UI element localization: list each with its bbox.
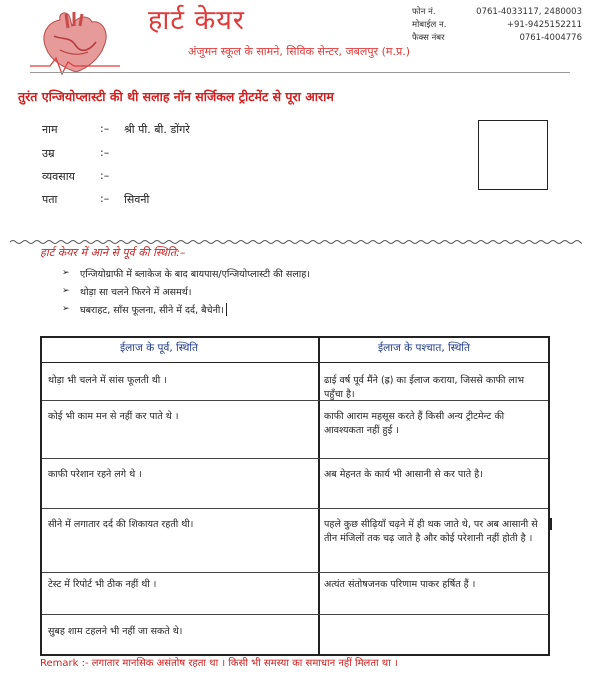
table-cell-before: सीने में लगातार दर्द की शिकायत रहती थी। [48, 519, 194, 530]
photo-box [478, 120, 548, 190]
list-item [62, 264, 310, 282]
contact-label: फैक्स नंबर [412, 33, 445, 43]
contact-value: 0761-4033117, 2480003 [476, 7, 582, 17]
remark-label: Remark :- [40, 658, 89, 669]
contact-mobile [412, 19, 582, 32]
remark-text: लगातार मानसिक असंतोष रहता था । किसी भी समस्या का समाधान नहीं मिलता था । [91, 658, 398, 669]
brand-title: हार्ट केयर [148, 5, 245, 36]
age-label: उम्र [42, 147, 55, 160]
text-cursor [226, 303, 227, 316]
header-after: ईलाज के पश्चात, स्थिति [378, 342, 471, 354]
header-before: ईलाज के पूर्व, स्थिति [120, 342, 199, 354]
contact-value: +91-9425152211 [506, 20, 582, 30]
contact-value: 0761-4004776 [519, 33, 582, 43]
table-cell-after: अत्यंत संतोषजनक परिणाम पाकर हर्षित हैं । [324, 579, 476, 590]
remark-line [40, 655, 398, 669]
row-divider [42, 614, 548, 615]
contact-label: फोन नं. [412, 7, 436, 17]
contact-block [412, 6, 582, 45]
table-cell-before: सुबह शाम टहलने भी नहीं जा सकते थे। [48, 626, 183, 637]
table-header [42, 338, 548, 363]
table-cell-before: टेस्ट में रिपोर्ट भी ठीक नहीं थी । [48, 579, 157, 590]
table-cell-before: काफी परेशान रहने लगे थे । [48, 469, 142, 480]
table-cell-before: कोई भी काम मन से नहीं कर पाते थे । [48, 411, 179, 422]
occupation-label: व्यवसाय [42, 170, 75, 183]
comparison-table [40, 336, 550, 656]
history-list [62, 264, 310, 318]
bullet-text: घबराहट, साँस फूलना, सीने में दर्द, बैचेनी। [80, 304, 224, 316]
arrow-right-icon: ➢ [62, 286, 70, 296]
contact-label: मोबाईल न. [412, 20, 447, 30]
arrow-right-icon: ➢ [62, 268, 70, 278]
table-cell-after: अब मेहनत के कार्य भी आसानी से कर पाते है। [324, 469, 483, 480]
column-divider [318, 338, 320, 654]
contact-fax [412, 32, 582, 45]
address-value: सिवनी [124, 193, 150, 206]
wavy-divider [10, 230, 582, 236]
name-dash: :– [100, 122, 110, 135]
address-label: पता [42, 193, 58, 206]
row-divider [42, 572, 548, 573]
row-divider [42, 458, 548, 459]
header-address: अंजुमन स्कूल के सामने, सिविक सेन्टर, जबलपुर (म.प्र.) [188, 45, 411, 58]
text-cursor [550, 518, 552, 530]
table-cell-after: पहले कुछ सीढ़ियाँ चढ़ने में ही थक जाते थे, पर अब आसानी से तीन मंजिलों तक चढ़ जाते है और कोई परेशानी नहीं होती है । [324, 519, 538, 544]
contact-phone [412, 6, 582, 19]
table-cell-before: थोड़ा भी चलने में सांस फूलती थी । [48, 375, 167, 386]
age-dash: :– [100, 146, 110, 159]
history-title: हार्ट केयर में आने से पूर्व की स्थिति:– [40, 246, 186, 259]
headline: तुरंत एन्जियोप्लास्टी की थी सलाह नॉन सर्जिकल ट्रीटमेंट से पूरा आराम [18, 89, 334, 104]
address-dash: :– [100, 192, 110, 205]
list-item [62, 282, 310, 300]
occupation-dash: :– [100, 169, 110, 182]
header-separator [30, 72, 570, 73]
list-item [62, 300, 310, 318]
table-cell-after: काफी आराम महसूस करते हैं किसी अन्य ट्रीटमेन्ट की आवश्यकता नहीं हुई । [324, 411, 505, 436]
table-cell-after: ढाई वर्ष पूर्व मैंने (ह्र) का ईलाज कराया, जिससे काफी लाभ पहुँचा है। [324, 375, 525, 400]
name-value: श्री पी. बी. डोंगरे [124, 123, 190, 136]
arrow-right-icon: ➢ [62, 304, 70, 314]
name-label: नाम [42, 123, 58, 136]
row-divider [42, 508, 548, 509]
bullet-text: एन्जियोग्राफी में ब्लाकेज के बाद बायपास/एन्जियोप्लास्टी की सलाह। [80, 268, 310, 280]
bullet-text: थोड़ा सा चलने फिरने में असमर्थ। [80, 286, 192, 298]
